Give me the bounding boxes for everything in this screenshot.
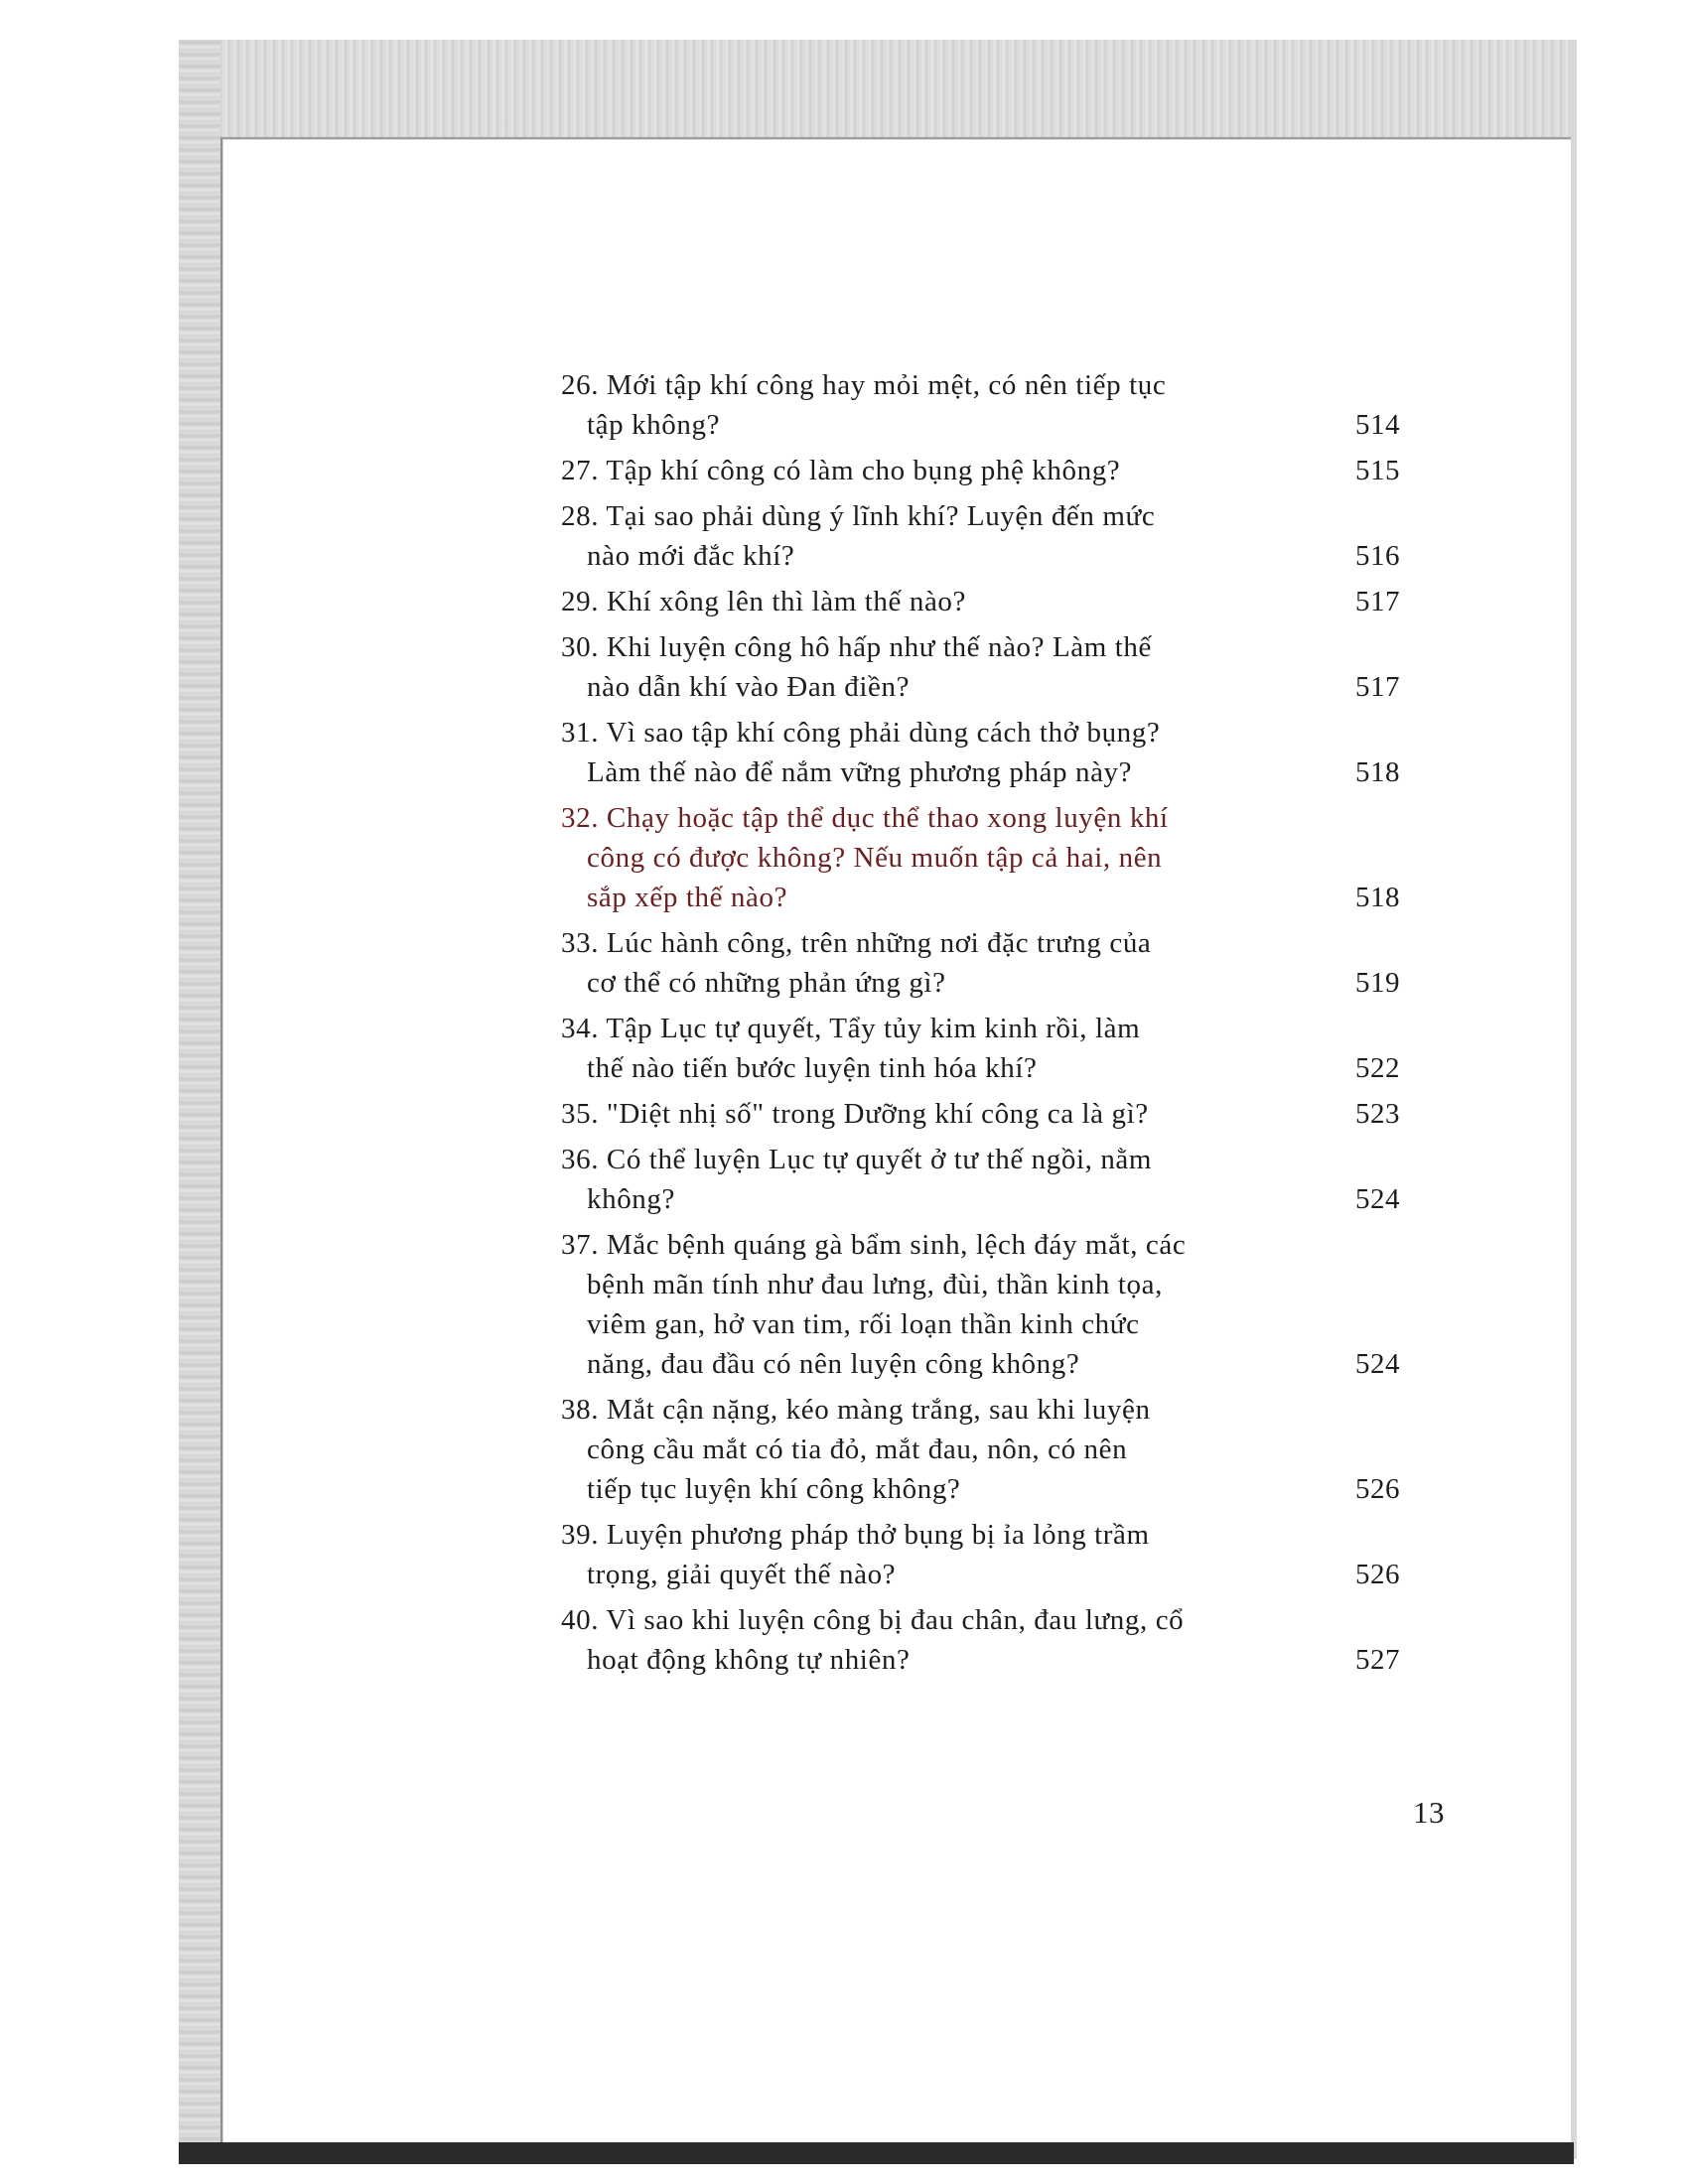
scanner-background-left	[179, 40, 220, 2159]
toc-entry-page: 518	[1355, 882, 1400, 913]
toc-entry-text: 34. Tập Lục tự quyết, Tẩy tủy kim kinh rồi, làm	[561, 1013, 1141, 1044]
toc-entry-page: 516	[1355, 540, 1400, 572]
toc-entry-text: sắp xếp thế nào?	[587, 882, 788, 913]
scanner-edge-bottom	[179, 2142, 1574, 2164]
toc-entry-text: 27. Tập khí công có làm cho bụng phệ không?	[561, 455, 1121, 486]
toc-entry-text: 33. Lúc hành công, trên những nơi đặc trưng của	[561, 927, 1152, 959]
toc-entry	[561, 713, 1400, 792]
toc-entry-text: 28. Tại sao phải dùng ý lĩnh khí? Luyện đến mức	[561, 500, 1156, 532]
toc-entry-text: nào mới đắc khí?	[587, 540, 795, 572]
toc-entry-text: bệnh mãn tính như đau lưng, đùi, thần kinh tọa,	[587, 1269, 1163, 1300]
toc-entry	[561, 1225, 1400, 1384]
toc-entry-text: 29. Khí xông lên thì làm thế nào?	[561, 586, 967, 617]
toc-entry-text: 40. Vì sao khi luyện công bị đau chân, đau lưng, cổ	[561, 1604, 1185, 1636]
toc-entry-text: tập không?	[587, 409, 721, 441]
toc-entry-text: 32. Chạy hoặc tập thể dục thể thao xong luyện khí	[561, 802, 1169, 834]
toc-entry-text: 26. Mới tập khí công hay mỏi mệt, có nên tiếp tục	[561, 369, 1167, 401]
toc-entry-page: 515	[1355, 455, 1400, 486]
toc-entry-text: viêm gan, hở van tim, rối loạn thần kinh chức	[587, 1308, 1140, 1340]
toc-entry-page: 519	[1355, 967, 1400, 999]
toc-entry-text: 36. Có thể luyện Lục tự quyết ở tư thế ngồi, nằm	[561, 1144, 1153, 1175]
toc-entry	[561, 1390, 1400, 1509]
toc-entry-last-line	[561, 1179, 1400, 1219]
toc-entry-page: 522	[1355, 1052, 1400, 1084]
toc-entry	[561, 1515, 1400, 1594]
toc-entry	[561, 582, 1400, 621]
toc-entry-text: không?	[587, 1183, 675, 1215]
toc-entry	[561, 496, 1400, 576]
toc-entry-page: 514	[1355, 409, 1400, 441]
toc-entry	[561, 451, 1400, 490]
toc-entry-last-line	[561, 1555, 1400, 1594]
toc-entry-text: 30. Khi luyện công hô hấp như thế nào? Làm thế	[561, 631, 1152, 663]
toc-entry-page: 517	[1355, 671, 1400, 703]
toc-entry-text: nào dẫn khí vào Đan điền?	[587, 671, 911, 703]
toc-entry-last-line	[561, 582, 1400, 621]
toc-entry-text: Làm thế nào để nắm vững phương pháp này?	[587, 756, 1133, 788]
toc-entry-text: công có được không? Nếu muốn tập cả hai, nên	[587, 842, 1163, 874]
table-of-contents	[561, 365, 1400, 1686]
scanner-background-top	[179, 40, 1574, 149]
toc-entry	[561, 627, 1400, 707]
toc-entry-last-line	[561, 667, 1400, 707]
toc-entry-text: 39. Luyện phương pháp thở bụng bị ỉa lỏng trầm	[561, 1519, 1150, 1551]
toc-entry-text: thế nào tiến bước luyện tinh hóa khí?	[587, 1052, 1038, 1084]
toc-entry	[561, 1094, 1400, 1134]
toc-entry	[561, 923, 1400, 1003]
toc-entry-text: trọng, giải quyết thế nào?	[587, 1559, 897, 1590]
toc-entry-last-line	[561, 1344, 1400, 1384]
toc-entry-page: 527	[1355, 1644, 1400, 1676]
toc-entry-text: 35. "Diệt nhị số" trong Dưỡng khí công ca là gì?	[561, 1098, 1149, 1130]
toc-entry-last-line	[561, 1640, 1400, 1680]
toc-entry-page: 526	[1355, 1473, 1400, 1505]
toc-entry-last-line	[561, 451, 1400, 490]
toc-entry-text: hoạt động không tự nhiên?	[587, 1644, 911, 1676]
toc-entry-last-line	[561, 878, 1400, 917]
toc-entry	[561, 365, 1400, 445]
toc-entry-text: cơ thể có những phản ứng gì?	[587, 967, 946, 999]
toc-entry-page: 524	[1355, 1183, 1400, 1215]
toc-entry-page: 517	[1355, 586, 1400, 617]
toc-entry-page: 523	[1355, 1098, 1400, 1130]
toc-entry-last-line	[561, 1094, 1400, 1134]
toc-entry-text: công cầu mắt có tia đỏ, mắt đau, nôn, có nên	[587, 1433, 1128, 1465]
toc-entry-last-line	[561, 405, 1400, 445]
toc-entry	[561, 1009, 1400, 1088]
toc-entry-page: 518	[1355, 756, 1400, 788]
toc-entry-last-line	[561, 536, 1400, 576]
toc-entry-text: 31. Vì sao tập khí công phải dùng cách thở bụng?	[561, 717, 1161, 749]
toc-entry-last-line	[561, 963, 1400, 1003]
toc-entry	[561, 1600, 1400, 1680]
toc-entry-page: 526	[1355, 1559, 1400, 1590]
toc-entry	[561, 1140, 1400, 1219]
toc-entry-text: năng, đau đầu có nên luyện công không?	[587, 1348, 1080, 1380]
toc-entry-text: tiếp tục luyện khí công không?	[587, 1473, 961, 1505]
toc-entry	[561, 798, 1400, 917]
toc-entry-text: 37. Mắc bệnh quáng gà bẩm sinh, lệch đáy mắt, các	[561, 1229, 1187, 1261]
toc-entry-text: 38. Mắt cận nặng, kéo màng trắng, sau khi luyện	[561, 1394, 1151, 1426]
toc-entry-last-line	[561, 1048, 1400, 1088]
toc-entry-last-line	[561, 1469, 1400, 1509]
page-number: 13	[1413, 1795, 1445, 1830]
toc-entry-last-line	[561, 752, 1400, 792]
toc-entry-page: 524	[1355, 1348, 1400, 1380]
